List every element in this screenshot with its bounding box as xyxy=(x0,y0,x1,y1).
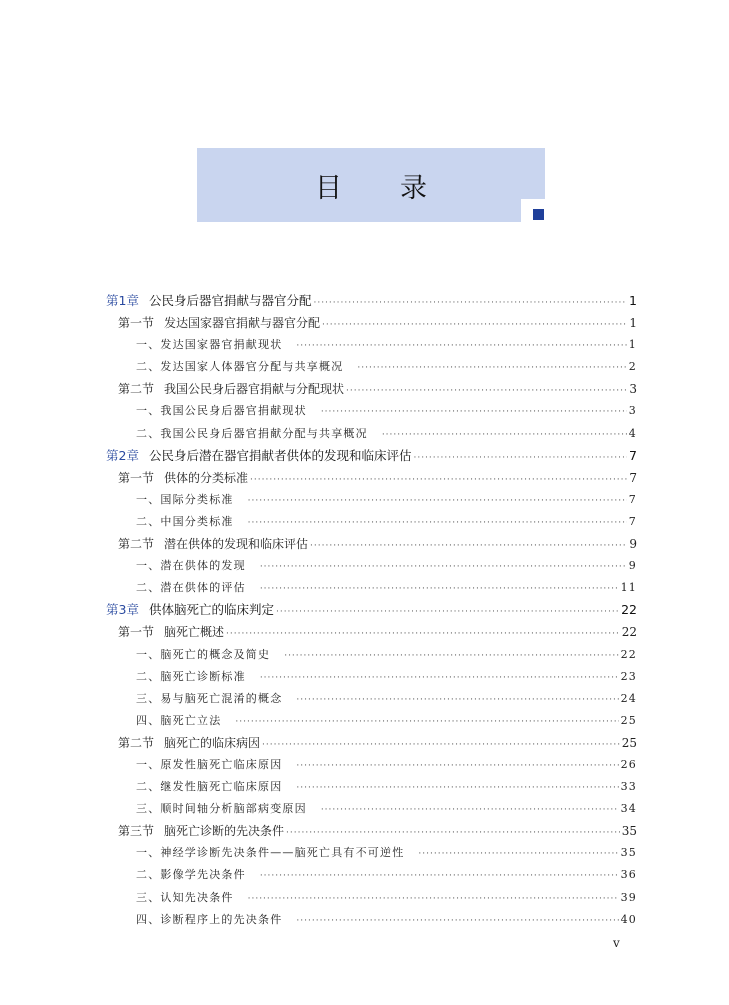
toc-page-number: 3 xyxy=(628,404,637,418)
toc-page-number: 2 xyxy=(628,360,637,374)
leader-dots xyxy=(284,645,618,667)
subsection-title: 一、我国公民身后器官捐献现状 xyxy=(136,404,307,418)
leader-dots xyxy=(413,447,627,469)
toc-entry-label xyxy=(118,820,284,842)
section-number: 第二节 xyxy=(118,537,155,552)
subsection-title: 三、易与脑死亡混淆的概念 xyxy=(136,691,283,705)
leader-dots xyxy=(382,424,627,446)
toc-sub-row[interactable] xyxy=(106,555,637,577)
toc-sub-row[interactable] xyxy=(106,666,637,688)
toc-chapter-row[interactable] xyxy=(106,445,637,467)
toc-sub-row[interactable] xyxy=(106,489,637,511)
leader-dots xyxy=(260,556,627,578)
toc-page-number: 7 xyxy=(628,492,637,506)
leader-dots xyxy=(250,469,627,491)
toc-page-number: 25 xyxy=(621,735,637,750)
toc-page-number: 7 xyxy=(628,514,637,528)
toc-section-row[interactable] xyxy=(106,621,637,643)
toc-page-number: 7 xyxy=(629,447,637,463)
title-char-1: 目 xyxy=(315,172,400,204)
toc-sub-row[interactable] xyxy=(106,776,637,798)
toc-sub-row[interactable] xyxy=(106,334,637,356)
toc-sub-row[interactable] xyxy=(106,400,637,422)
toc-section-row[interactable] xyxy=(106,732,637,754)
leader-dots xyxy=(262,734,620,756)
leader-dots xyxy=(357,357,626,379)
leader-dots xyxy=(296,777,618,799)
toc-page-number: 22 xyxy=(621,602,637,618)
leader-dots xyxy=(313,292,627,314)
section-number: 第一节 xyxy=(118,316,155,331)
leader-dots xyxy=(322,314,627,336)
subsection-title: 二、继发性脑死亡临床原因 xyxy=(136,780,283,794)
toc-entry-label xyxy=(106,290,311,312)
accent-square xyxy=(533,209,544,220)
toc-sub-row[interactable] xyxy=(106,842,637,864)
toc-page-number: 39 xyxy=(620,890,637,904)
leader-dots xyxy=(276,601,619,623)
toc-sub-row[interactable] xyxy=(106,644,637,666)
section-title: 我国公民身后器官捐献与分配现状 xyxy=(164,382,345,397)
subsection-title: 一、原发性脑死亡临床原因 xyxy=(136,757,283,771)
chapter-number: 第2章 xyxy=(106,447,139,463)
section-number: 第二节 xyxy=(118,735,155,750)
toc-entry-label xyxy=(106,445,411,467)
chapter-number: 第1章 xyxy=(106,293,139,308)
toc-page-number: 1 xyxy=(629,293,637,308)
toc-sub-row[interactable] xyxy=(106,356,637,378)
toc-sub-row[interactable] xyxy=(106,688,637,710)
toc-chapter-row[interactable] xyxy=(106,599,637,621)
toc-page-number: 1 xyxy=(628,338,637,352)
chapter-number: 第3章 xyxy=(106,602,139,618)
toc-entry-label xyxy=(106,599,274,621)
leader-dots xyxy=(260,578,619,600)
subsection-title: 三、认知先决条件 xyxy=(136,890,234,904)
section-title: 脑死亡的临床病因 xyxy=(164,735,261,750)
chapter-title: 供体脑死亡的临床判定 xyxy=(148,602,274,618)
toc-entry-label xyxy=(118,467,248,489)
toc-page-number: 25 xyxy=(620,713,637,727)
leader-dots xyxy=(286,822,620,844)
subsection-title: 四、诊断程序上的先决条件 xyxy=(136,912,283,926)
toc-section-row[interactable] xyxy=(106,312,637,334)
leader-dots xyxy=(296,335,626,357)
leader-dots xyxy=(260,865,619,887)
leader-dots xyxy=(321,799,619,821)
subsection-title: 二、潜在供体的评估 xyxy=(136,581,246,595)
toc-entry-label xyxy=(118,378,344,400)
subsection-title: 二、脑死亡诊断标准 xyxy=(136,669,246,683)
title-banner xyxy=(197,148,545,222)
toc-entry-label xyxy=(118,621,224,643)
section-number: 第一节 xyxy=(118,625,155,640)
toc-sub-row[interactable] xyxy=(106,511,637,533)
page-title xyxy=(197,148,545,222)
subsection-title: 一、国际分类标准 xyxy=(136,492,234,506)
subsection-title: 二、发达国家人体器官分配与共享概况 xyxy=(136,360,344,374)
leader-dots xyxy=(226,623,620,645)
toc-page-number: 22 xyxy=(620,647,637,661)
toc-page-number: 34 xyxy=(620,802,637,816)
toc-page-number: 9 xyxy=(629,537,637,552)
toc-sub-row[interactable] xyxy=(106,710,637,732)
toc-entry-label xyxy=(118,312,320,334)
leader-dots xyxy=(321,401,627,423)
subsection-title: 三、顺时间轴分析脑部病变原因 xyxy=(136,802,307,816)
chapter-title: 公民身后潜在器官捐献者供体的发现和临床评估 xyxy=(148,447,412,463)
toc-page-number: 26 xyxy=(620,757,637,771)
toc-page-number: 36 xyxy=(620,868,637,882)
toc-page-number: 35 xyxy=(621,824,637,839)
subsection-title: 二、我国公民身后器官捐献分配与共享概况 xyxy=(136,426,368,440)
toc-sub-row[interactable] xyxy=(106,887,637,909)
subsection-title: 一、发达国家器官捐献现状 xyxy=(136,338,283,352)
footer-page-number: v xyxy=(613,936,620,950)
toc-page-number: 3 xyxy=(629,382,637,397)
toc-sub-row[interactable] xyxy=(106,909,637,931)
toc-entry-label xyxy=(118,533,308,555)
toc-entry-label xyxy=(118,732,260,754)
leader-dots xyxy=(248,490,627,512)
toc-chapter-row[interactable] xyxy=(106,290,637,312)
leader-dots xyxy=(248,888,619,910)
chapter-title: 公民身后器官捐献与器官分配 xyxy=(148,293,312,308)
table-of-contents xyxy=(106,290,637,931)
leader-dots xyxy=(235,711,618,733)
subsection-title: 一、脑死亡的概念及简史 xyxy=(136,647,271,661)
toc-page-number: 4 xyxy=(628,426,637,440)
subsection-title: 一、神经学诊断先决条件——脑死亡具有不可逆性 xyxy=(136,846,405,860)
subsection-title: 四、脑死亡立法 xyxy=(136,713,222,727)
toc-page-number: 22 xyxy=(621,625,637,640)
section-number: 第一节 xyxy=(118,470,155,485)
subsection-title: 一、潜在供体的发现 xyxy=(136,559,246,573)
toc-sub-row[interactable] xyxy=(106,864,637,886)
section-title: 发达国家器官捐献与器官分配 xyxy=(164,316,321,331)
toc-sub-row[interactable] xyxy=(106,754,637,776)
toc-section-row[interactable] xyxy=(106,378,637,400)
toc-page-number: 7 xyxy=(629,470,637,485)
leader-dots xyxy=(418,843,618,865)
toc-sub-row[interactable] xyxy=(106,423,637,445)
subsection-title: 二、影像学先决条件 xyxy=(136,868,246,882)
leader-dots xyxy=(346,380,627,402)
toc-sub-row[interactable] xyxy=(106,577,637,599)
section-number: 第二节 xyxy=(118,382,155,397)
toc-section-row[interactable] xyxy=(106,820,637,842)
leader-dots xyxy=(296,689,618,711)
section-title: 潜在供体的发现和临床评估 xyxy=(164,537,309,552)
subsection-title: 二、中国分类标准 xyxy=(136,514,234,528)
toc-page-number: 9 xyxy=(628,559,637,573)
section-title: 脑死亡概述 xyxy=(164,625,225,640)
section-number: 第三节 xyxy=(118,824,155,839)
toc-page-number: 35 xyxy=(620,846,637,860)
toc-page-number: 24 xyxy=(620,691,637,705)
toc-page-number: 11 xyxy=(620,581,637,595)
toc-section-row[interactable] xyxy=(106,467,637,489)
leader-dots xyxy=(260,667,619,689)
toc-page-number: 23 xyxy=(620,669,637,683)
toc-page-number: 1 xyxy=(629,316,637,331)
leader-dots xyxy=(296,910,618,932)
toc-page-number: 33 xyxy=(620,780,637,794)
title-char-2: 录 xyxy=(400,172,485,204)
toc-section-row[interactable] xyxy=(106,533,637,555)
section-title: 脑死亡诊断的先决条件 xyxy=(164,824,285,839)
leader-dots xyxy=(310,535,627,557)
section-title: 供体的分类标准 xyxy=(164,470,249,485)
toc-sub-row[interactable] xyxy=(106,798,637,820)
leader-dots xyxy=(248,512,627,534)
leader-dots xyxy=(296,755,618,777)
toc-page-number: 40 xyxy=(620,912,637,926)
